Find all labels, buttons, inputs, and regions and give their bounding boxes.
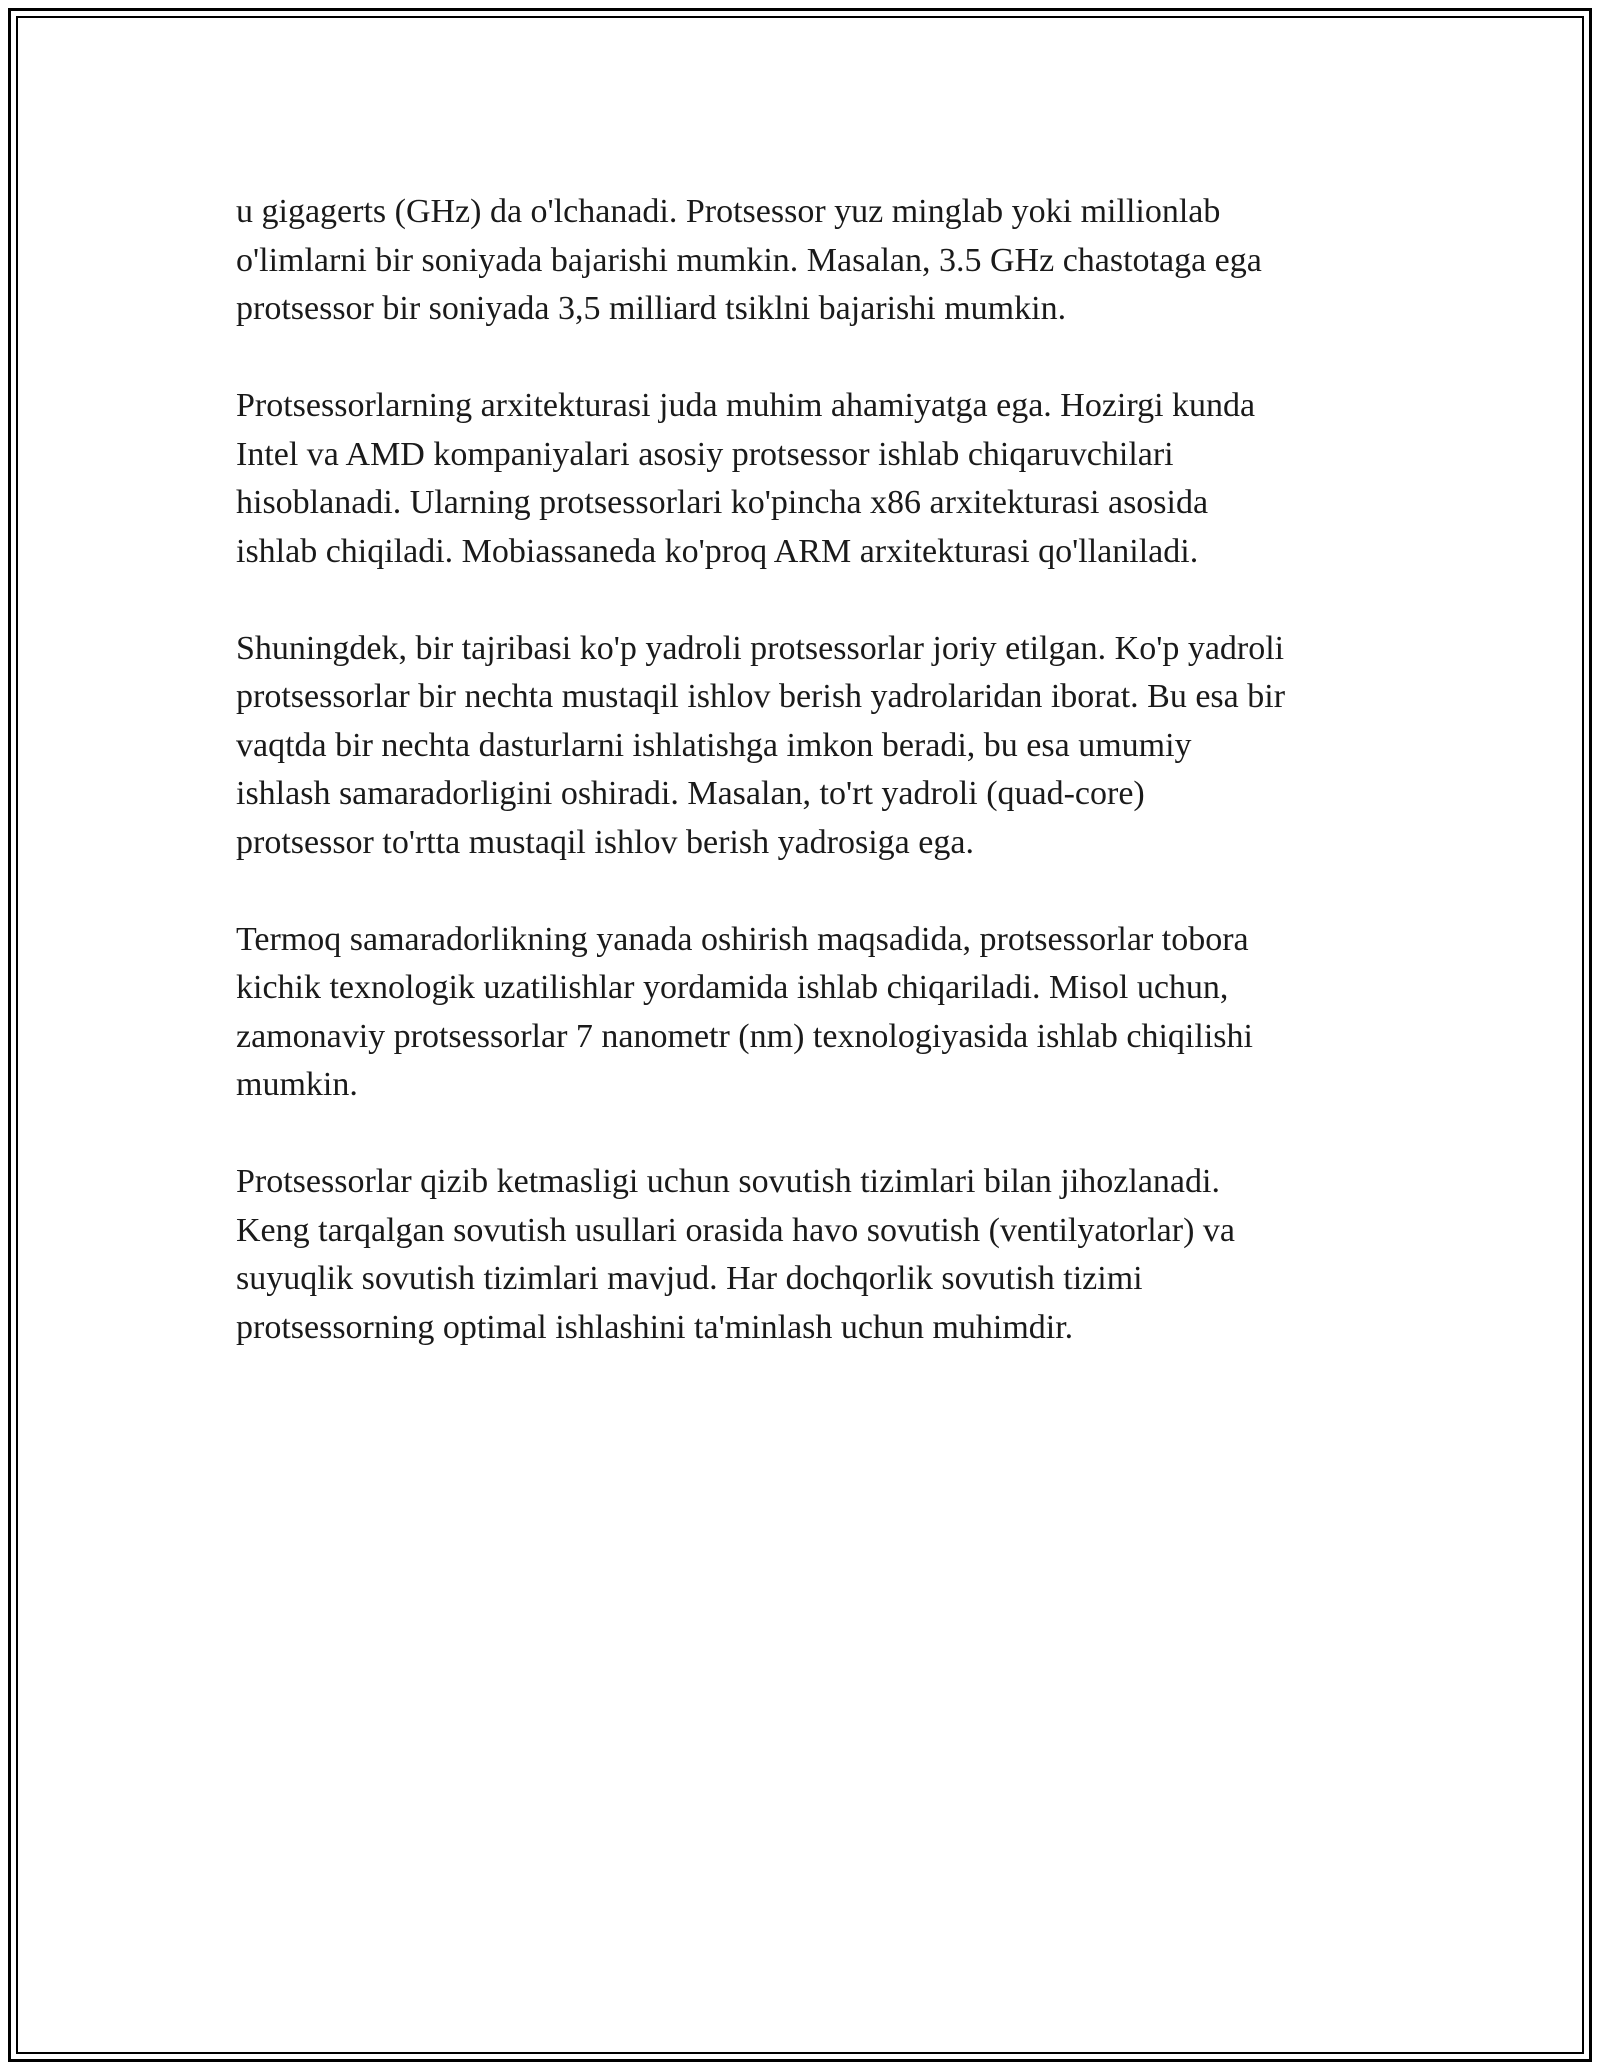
paragraph-process-technology: Termoq samaradorlikning yanada oshirish maqsadida, protsessorlar tobora kichik texnologik uzatilishlar yordamida ishlab chiqariladi. Misol uchun, zamonaviy protsessorlar 7 nanometr (nm) texnologiyasida ishlab chiqilishi mumkin.: [236, 920, 1253, 1103]
paragraph-clock-speed: u gigagerts (GHz) da o'lchanadi. Protsessor yuz minglab yoki millionlab o'limlarni bir soniyada bajarishi mumkin. Masalan, 3.5 GHz chastotaga ega protsessor bir soniyada 3,5 milliard tsiklni bajarishi mumkin.: [236, 193, 1262, 327]
document-body: [236, 188, 1376, 1401]
paragraph-multicore: Shuningdek, bir tajribasi ko'p yadroli protsessorlar joriy etilgan. Ko'p yadroli protsessorlar bir nechta mustaqil ishlov berish yadrolaridan iborat. Bu esa bir vaqtda bir nechta dasturlarni ishlatishga imkon beradi, bu esa umumiy ishlash samaradorligini oshiradi. Masalan, to'rt yadroli (quad-core) protsessor to'rtta mustaqil ishlov berish yadrosiga ega.: [236, 629, 1286, 861]
paragraph-architecture: Protsessorlarning arxitekturasi juda muhim ahamiyatga ega. Hozirgi kunda Intel va AMD kompaniyalari asosiy protsessor ishlab chiqaruvchilari hisoblanadi. Ularning protsessorlari ko'pincha x86 arxitekturasi asosida ishlab chiqiladi. Mobiassaneda ko'proq ARM arxitekturasi qo'llaniladi.: [236, 387, 1256, 570]
paragraph-cooling: Protsessorlar qizib ketmasligi uchun sovutish tizimlari bilan jihozlanadi. Keng tarqalgan sovutish usullari orasida havo sovutish (ventilyatorlar) va suyuqlik sovutish tizimlari mavjud. Har dochqorlik sovutish tizimi protsessorning optimal ishlashini ta'minlash uchun muhimdir.: [236, 1163, 1235, 1346]
